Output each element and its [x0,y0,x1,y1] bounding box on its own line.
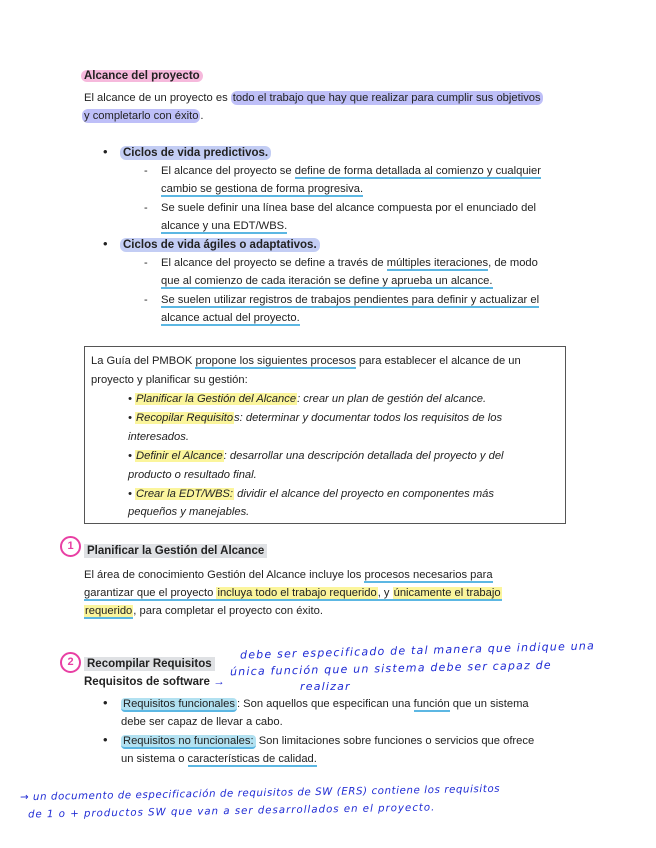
section-title-recompilar: Recompilar Requisitos [84,658,215,670]
agile-item-2-line-2: alcance actual del proyecto. [161,312,300,324]
section-title-alcance: Alcance del proyecto [81,70,203,82]
planificar-line-1: El área de conocimiento Gestión del Alcance incluye los procesos necesarios para [84,569,493,581]
box-item-planificar: • Planificar la Gestión del Alcance: crear un plan de gestión del alcance. [128,393,487,405]
bullet-dot: • [103,695,108,710]
dash: - [144,294,148,306]
box-item-recopilar-line-2: interesados. [128,431,189,443]
func-line-2: debe ser capaz de llevar a cabo. [121,716,283,728]
agile-item-1-line-2: que al comienzo de cada iteración se define y aprueba un alcance. [161,275,493,287]
dash: - [144,257,148,269]
number-circle-2: 2 [60,652,81,673]
pred-item-1-line-2: cambio se gestiona de forma progresiva. [161,183,364,195]
intro-line-1: El alcance de un proyecto es todo el trabajo que hay que realizar para cumplir sus objetivos [84,92,541,104]
handwritten-note-line-1: debe ser especificado de tal manera que indique una [239,639,596,662]
pred-item-2-line-1: Se suele definir una línea base del alcance compuesta por el enunciado del [161,202,537,214]
intro-line-2: y completarlo con éxito . [84,110,204,122]
box-item-definir: • Definir el Alcance: desarrollar una descripción detallada del proyecto y del [128,450,504,462]
planificar-line-2: garantizar que el proyecto incluya todo el trabajo requerido, y únicamente el trabajo [84,587,501,599]
dash: - [144,165,148,177]
subtitle-requisitos-software: Requisitos de software → [84,676,225,688]
pred-item-2-line-2: alcance y una EDT/WBS. [161,220,288,232]
heading-predictivos: Ciclos de vida predictivos. [120,144,271,162]
box-line-2: proyecto y planificar su gestión: [91,374,248,386]
box-item-crear-line-2: pequeños y manejables. [128,506,250,518]
handwritten-note-line-2: única función que un sistema debe ser capaz de [229,658,552,679]
handwritten-note-line-5: de 1 o + productos SW que van a ser desarrollados en el proyecto. [27,802,436,821]
box-item-recopilar: • Recopilar Requisitos: determinar y documentar todos los requisitos de los [128,412,503,424]
planificar-line-3: requerido, para completar el proyecto con éxito. [85,605,323,617]
bullet-dot: • [103,236,108,251]
number-circle-1: 1 [60,536,81,557]
func-line-1: Requisitos funcionales : Son aquellos que especifican una función que un sistema [123,698,529,710]
agile-item-2-line-1: Se suelen utilizar registros de trabajos pendientes para definir y actualizar el [161,294,540,306]
dash: - [144,202,148,214]
heading-agiles: Ciclos de vida ágiles o adaptativos. [120,236,320,254]
bullet-dot: • [103,732,108,747]
agile-item-1-line-1: El alcance del proyecto se define a través de múltiples iteraciones, de modo [161,257,538,269]
handwritten-note-line-3: realizar [300,680,351,693]
nonfunc-line-2: un sistema o características de calidad. [121,753,317,765]
box-item-definir-line-2: producto o resultado final. [128,469,257,481]
handwritten-note-line-4: → un documento de especificación de requisitos de SW (ERS) contiene los requisitos [19,783,501,804]
pred-item-1-line-1: El alcance del proyecto se define de forma detallada al comienzo y cualquier [161,165,541,177]
bullet-dot: • [103,144,108,159]
box-item-crear: • Crear la EDT/WBS: dividir el alcance del proyecto en componentes más [128,488,494,500]
box-line-1: La Guía del PMBOK propone los siguientes procesos para establecer el alcance de un [91,355,521,367]
section-title-planificar: Planificar la Gestión del Alcance [84,545,267,557]
nonfunc-line-1: Requisitos no funcionales: Son limitaciones sobre funciones o servicios que ofrece [123,735,535,747]
